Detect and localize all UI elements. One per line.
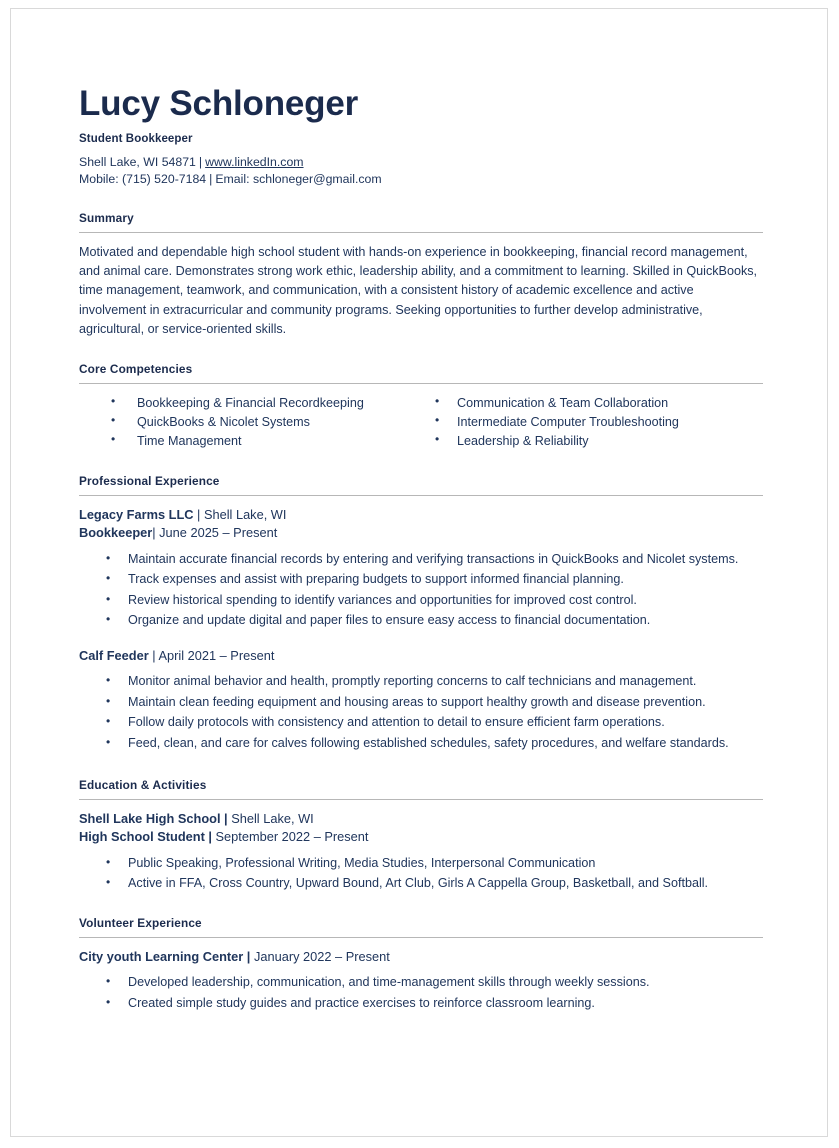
experience-role-separator: | — [148, 647, 159, 663]
experience-role-line — [79, 524, 763, 543]
list-item: • Leadership & Reliability — [421, 432, 763, 450]
contact-email: Email: schloneger@gmail.com — [215, 172, 382, 187]
list-item: • Maintain accurate financial records by entering and verifying transactions in QuickBooks and Nicolet systems. — [79, 550, 763, 570]
section-volunteer-experience — [79, 916, 763, 1014]
experience-role: Bookkeeper — [79, 525, 153, 541]
experience-location: Shell Lake, WI — [203, 506, 287, 522]
competencies-column-left — [79, 394, 421, 452]
volunteer-org-line — [79, 948, 763, 967]
experience-organization: Legacy Farms LLC — [79, 506, 194, 522]
section-divider-education — [79, 799, 763, 800]
candidate-name: Lucy Schloneger — [79, 84, 359, 123]
experience-role: Calf Feeder — [79, 647, 149, 663]
education-school: Shell Lake High School | — [79, 810, 228, 826]
volunteer-organization: City youth Learning Center | — [79, 948, 251, 964]
competencies-list-left — [79, 394, 421, 451]
volunteer-entry — [79, 948, 763, 1014]
section-summary — [79, 211, 763, 340]
experience-role-separator: | — [152, 525, 160, 541]
list-item: • Intermediate Computer Troubleshooting — [421, 413, 763, 431]
education-entry — [79, 810, 763, 894]
section-divider-volunteer — [79, 937, 763, 938]
summary-text: Motivated and dependable high school student with hands-on experience in bookkeeping, financial record management, and animal care. Demonstrates strong work ethic, leadership ability, and a commitment to learning. Skilled in QuickBooks, time management, teamwork, and communication, with a consistent history of academic excellence and active involvement in extracurricular and community programs. Seeking opportunities to further develop administrative, agricultural, or service-oriented skills. — [79, 244, 758, 337]
contact-line-mobile-email — [79, 171, 763, 188]
education-school-line — [79, 810, 763, 829]
experience-bullets — [79, 672, 763, 753]
contact-separator: | — [198, 154, 203, 169]
section-core-competencies — [79, 362, 763, 452]
section-title-education: Education & Activities — [79, 777, 207, 792]
list-item: • Public Speaking, Professional Writing, Media Studies, Interpersonal Communication — [79, 854, 763, 874]
section-professional-experience — [79, 474, 763, 754]
list-item: • Feed, clean, and care for calves following established schedules, safety procedures, and welfare standards. — [79, 734, 763, 754]
experience-org-line — [79, 506, 763, 525]
section-divider-core-competencies — [79, 383, 763, 384]
education-school-location: Shell Lake, WI — [227, 810, 314, 826]
section-title-volunteer: Volunteer Experience — [79, 915, 202, 930]
section-divider-professional-experience — [79, 495, 763, 496]
list-item: • Track expenses and assist with preparing budgets to support informed financial planning. — [79, 570, 763, 590]
list-item: • Developed leadership, communication, and time-management skills through weekly sessions. — [79, 973, 763, 993]
experience-org-separator: | — [193, 506, 204, 522]
experience-entry-calf-feeder — [79, 647, 763, 754]
list-item: • Active in FFA, Cross Country, Upward Bound, Art Club, Girls A Cappella Group, Basketball, and Softball. — [79, 874, 763, 894]
contact-location: Shell Lake, WI 54871 — [79, 154, 196, 169]
list-item: • Organize and update digital and paper files to ensure easy access to financial documentation. — [79, 611, 763, 631]
education-dates: September 2022 – Present — [211, 829, 369, 845]
section-divider-summary — [79, 232, 763, 233]
list-item: • Time Management — [79, 432, 421, 450]
section-title-summary: Summary — [79, 210, 134, 225]
list-item: • Communication & Team Collaboration — [421, 394, 763, 412]
candidate-title: Student Bookkeeper — [79, 132, 193, 145]
linkedin-link[interactable]: www.linkedIn.com — [205, 154, 304, 169]
list-item: • Created simple study guides and practice exercises to reinforce classroom learning. — [79, 994, 763, 1014]
experience-role-line — [79, 647, 763, 666]
experience-entry-legacy-farms — [79, 506, 763, 631]
section-title-professional-experience: Professional Experience — [79, 473, 220, 488]
section-education — [79, 778, 763, 894]
education-program: High School Student | — [79, 829, 212, 845]
resume-header — [79, 86, 763, 189]
resume-content — [79, 86, 763, 1014]
experience-dates: June 2025 – Present — [159, 525, 278, 541]
competencies-column-right — [421, 394, 763, 452]
list-item: • Review historical spending to identify variances and opportunities for improved cost control. — [79, 591, 763, 611]
contact-separator-2: | — [209, 172, 213, 187]
education-bullets — [79, 854, 763, 894]
competencies-list-right — [421, 394, 763, 451]
volunteer-bullets — [79, 973, 763, 1013]
contact-mobile: Mobile: (715) 520-7184 — [79, 172, 207, 187]
contact-line-location — [79, 154, 763, 171]
list-item: • Monitor animal behavior and health, promptly reporting concerns to calf technicians and management. — [79, 672, 763, 692]
volunteer-dates: January 2022 – Present — [250, 948, 390, 964]
section-title-core-competencies: Core Competencies — [79, 361, 193, 376]
competencies-columns — [79, 394, 763, 452]
list-item: • QuickBooks & Nicolet Systems — [79, 413, 421, 431]
list-item: • Maintain clean feeding equipment and housing areas to support healthy growth and disease prevention. — [79, 693, 763, 713]
list-item: • Bookkeeping & Financial Recordkeeping — [79, 394, 421, 412]
experience-bullets — [79, 550, 763, 631]
education-program-line — [79, 828, 763, 847]
experience-dates: April 2021 – Present — [158, 647, 275, 663]
list-item: • Follow daily protocols with consistency and attention to detail to ensure efficient farm operations. — [79, 713, 763, 733]
